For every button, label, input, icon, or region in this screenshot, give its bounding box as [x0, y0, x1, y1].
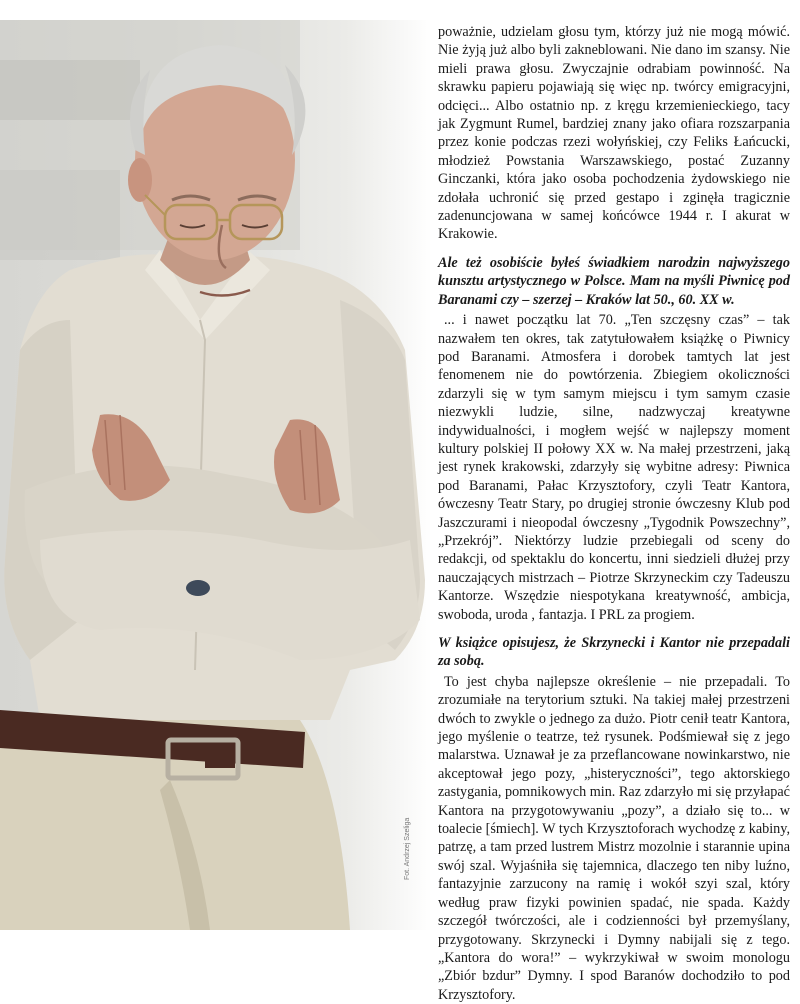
portrait-illustration [0, 20, 432, 930]
answer-piwnica: ... i nawet początku lat 70. „Ten szczęsny czas” – tak nazwałem ten okres, tak zatytułowałem książkę o Piwnicy pod Baranami. Atmosfera i dorobek tamtych lat jest fenomenem nie do powtórzenia. Zbiegiem okoliczności zdarzyli się w tym samym miejscu i tym samym czasie niezwykli ludzie, silne, nadzwyczaj kreatywne indywidualności, i mogłem wejść w najlepszy moment kultury polskiej II połowy XX w. Na małej przestrzeni, jaką jest rynek krakowski, zdarzyły się wybitne adresy: Piwnica pod Baranami, Pałac Krzysztofory, czyli Teatr Kantora, ówczesny Teatr Stary, po drugiej stronie ówczesny Klub pod Jaszczurami i nieopodal ówczesny „Tygodnik Powszechny”, „Przekrój”. Niektórzy ludzie przebiegali od sceny do redakcji, od spektaklu do koncertu, inni siedzieli dłużej przy nauczających mistrzach – Piotrze Skrzyneckim czy Tadeuszu Kantorze. Wszędzie niespotykana kreatywność, ambicja, swoboda, uroda , fantazja. I PRL za progiem. [438, 312, 790, 623]
photo-credit: Fot. Andrzej Szeliga [404, 817, 411, 880]
question-skrzynecki-kantor: W książce opisujesz, że Skrzynecki i Kantor nie przepadali za sobą. [438, 635, 790, 670]
answer-skrzynecki-kantor: To jest chyba najlepsze określenie – nie przepadali. To zrozumiałe na terytorium sztuki. Na takiej małej przestrzeni dwóch to zwykle o jednego za dużo. Piotr cenił teatr Kantora, jego myślenie o teatrze, też rysunek. Podśmiewał się z jego malarstwa. Uznawał je za przeflancowane nowinkarstwo, nie akceptował jego pozy, „histeryczności”, tego aktorskiego zastygania, pomnikowych min. Raz zdarzyło mi się przyłapać Kantora na przygotowywaniu „pozy”, a działo się to... w toalecie [śmiech]. W tych Krzysztoforach wychodzę z kabiny, patrzę, a tam przed lustrem Mistrz mozolnie i starannie upina swój szal. Wyjaśniła się tajemnica, dlaczego ten niby luźno, fantazyjnie zarzucony na ramię i wokół szyi szal, który według praw fizyki powinien spadać, nie spada. Każdy szczegół twórczości, ale i codzienności był przemyślany, przygotowany. Skrzynecki i Dymny nabijali się z tego. „Kantora do wora!” – wykrzykiwał w swoim monologu „Zbiór bzdur” Dymny. I spod Baranów dochodziło to pod Krzysztofory. [438, 673, 790, 1003]
article-column [438, 23, 790, 1004]
portrait-photo [0, 20, 432, 930]
question-piwnica: Ale też osobiście byłeś świadkiem narodzin najwyższego kunsztu artystycznego w Polsce. Mam na myśli Piwnicę pod Baranami czy – szerzej – Kraków lat 50., 60. XX w. [438, 254, 790, 308]
paragraph-intro: poważnie, udzielam głosu tym, którzy już nie mogą mówić. Nie żyją już albo byli zakneblowani. Nie dano im szansy. Nie mieli prawa głosu. Zwyczajnie odrabiam powinność. Na skrawku papieru pojawiają się więc np. twórcy emigracyjni, odcięci... Albo ostatnio np. z kręgu krzemienieckiego, tacy jak Zygmunt Rumel, bardziej znany jako ofiara rozszarpania przez konie podczas rzezi wołyńskiej, czy Feliks Łańcucki, młodzież Powstania Warszawskiego, postać Zuzanny Ginczanki, która jako osoba pochodzenia żydowskiego nie zdołała uchronić się przed gestapo i zginęła tragicznie zadenuncjowana w samej końcówce 1944 r. I akurat w Krakowie. [438, 24, 790, 243]
